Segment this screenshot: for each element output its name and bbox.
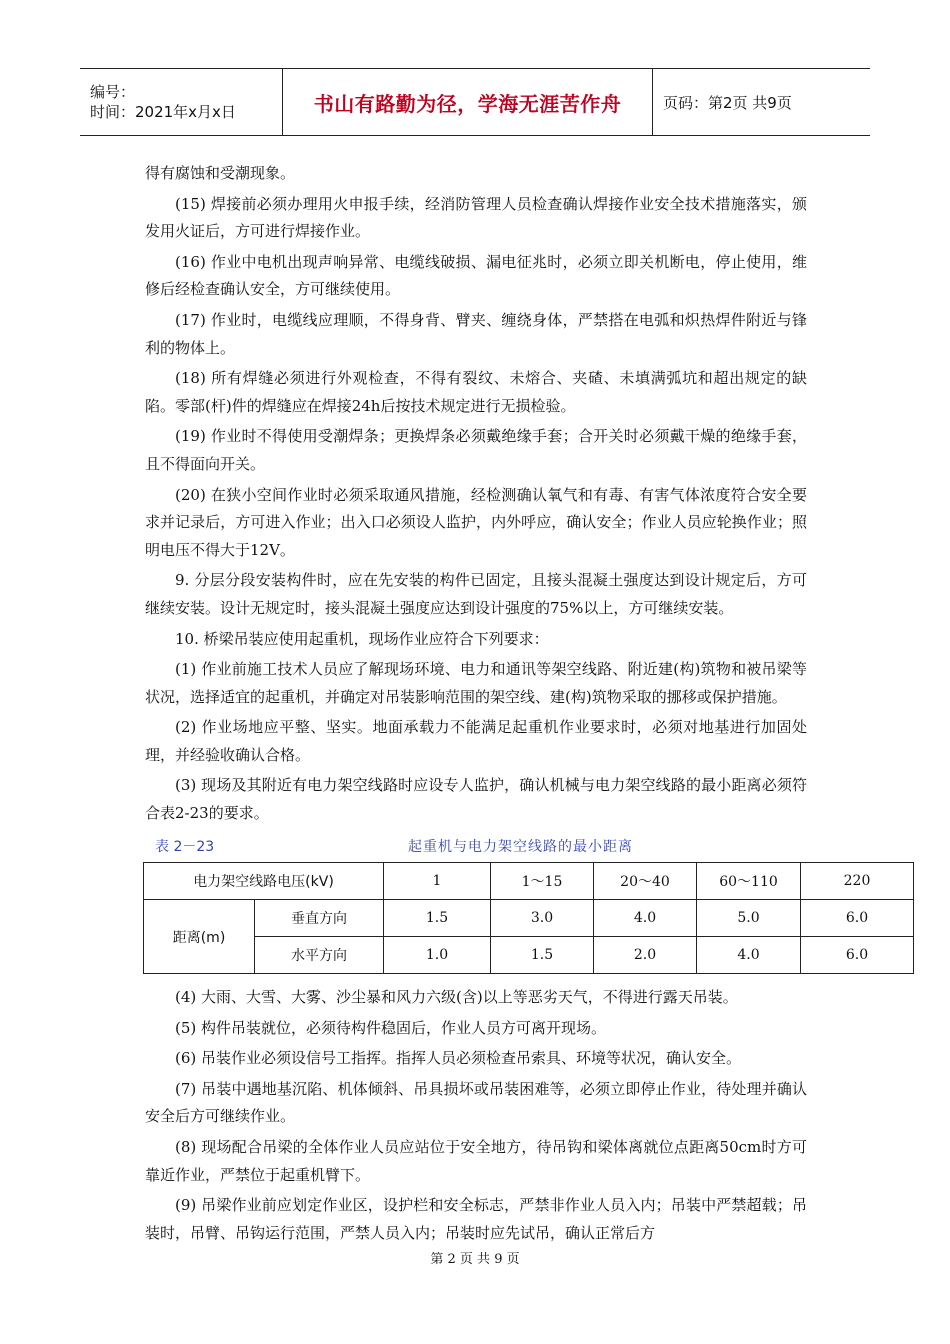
table-cell: 220 [801,863,914,900]
table-title: 起重机与电力架空线路的最小距离 [408,839,633,855]
paragraph: (1) 作业前施工技术人员应了解现场环境、电力和通讯等架空线路、附近建(构)筑物和被吊梁等状况，选择适宜的起重机，并确定对吊装影响范围的架空线、建(构)筑物采取的挪移或保护措施。 [145,660,807,706]
table-number: 表 2－23 [155,839,215,855]
table-cell: 1.5 [491,937,594,974]
table-cell: 4.0 [697,937,801,974]
table-row [144,900,914,937]
paragraph: 10. 桥梁吊装应使用起重机，现场作业应符合下列要求： [175,629,549,648]
table-cell: 60～110 [697,863,801,900]
doc-code-label: 编号： [90,83,136,101]
table-cell: 1.0 [384,937,491,974]
direction-vertical-label: 垂直方向 [255,900,383,937]
header-page-cell [653,69,870,135]
table-cell: 6.0 [801,900,914,937]
paragraph: (4) 大雨、大雪、大雾、沙尘暴和风力六级(含)以上等恶劣天气，不得进行露天吊装。 [175,988,738,1006]
paragraph: (2) 作业场地应平整、坚实。地面承载力不能满足起重机作业要求时，必须对地基进行加固处理，并经验收确认合格。 [145,718,807,764]
table-caption [155,836,775,856]
table-cell: 1 [384,863,491,900]
distance-label-cell [144,900,384,974]
paragraph: (17) 作业时，电缆线应理顺，不得身背、臂夹、缠绕身体，严禁搭在电弧和炽热焊件附近与锋利的物体上。 [145,310,807,357]
page-header [80,68,870,136]
paragraph: (18) 所有焊缝必须进行外观检查，不得有裂纹、未熔合、夹碴、未填满弧坑和超出规定的缺陷。零部(杆)件的焊缝应在焊接24h后按技术规定进行无损检验。 [145,369,807,415]
doc-date-label: 时间：2021年x月x日 [90,103,236,121]
paragraph: 得有腐蚀和受潮现象。 [145,164,296,182]
voltage-header-cell: 电力架空线路电压(kV) [144,863,384,900]
paragraph: (5) 构件吊装就位，必须待构件稳固后，作业人员方可离开现场。 [175,1018,607,1037]
table-cell: 6.0 [801,937,914,974]
paragraph: (19) 作业时不得使用受潮焊条；更换焊条必须戴绝缘手套；合开关时必须戴干燥的绝缘手套，且不得面向开关。 [145,427,807,473]
paragraph: (9) 吊梁作业前应划定作业区，设护栏和安全标志，严禁非作业人员入内；吊装中严禁超载；吊装时，吊臂、吊钩运行范围，严禁人员入内；吊装时应先试吊，确认正常后方 [145,1196,807,1242]
page-footer: 第 2 页 共 9 页 [430,1252,520,1267]
paragraph: (20) 在狭小空间作业时必须采取通风措施，经检测确认氧气和有毒、有害气体浓度符合安全要求并记录后，方可进入作业；出入口必须设人监护，内外呼应，确认安全；作业人员应轮换作业；照明电压不得大于12V。 [145,485,807,559]
table-cell: 2.0 [594,937,697,974]
body-text-top [145,160,807,831]
header-motto: 书山有路勤为径，学海无涯苦作舟 [313,91,622,116]
table-cell: 20～40 [594,863,697,900]
table-cell: 4.0 [594,900,697,937]
table-cell: 1～15 [491,863,594,900]
table-cell: 5.0 [697,900,801,937]
header-page-label: 页码：第2页 共9页 [663,93,792,112]
distance-table [143,862,914,974]
direction-labels [254,900,383,973]
paragraph: (7) 吊装中遇地基沉陷、机体倾斜、吊具损坏或吊装困难等，必须立即停止作业，待处理并确认安全后方可继续作业。 [145,1079,807,1126]
table-cell: 3.0 [491,900,594,937]
header-meta [80,69,283,135]
paragraph: (3) 现场及其附近有电力架空线路时应设专人监护，确认机械与电力架空线路的最小距离必须符合表2-23的要求。 [145,776,807,823]
body-text-bottom [145,984,807,1250]
paragraph: (15) 焊接前必须办理用火申报手续，经消防管理人员检查确认焊接作业安全技术措施落实，颁发用火证后，方可进行焊接作业。 [145,194,807,241]
direction-horizontal-label: 水平方向 [291,948,347,964]
paragraph: (16) 作业中电机出现声响异常、电缆线破损、漏电征兆时，必须立即关机断电，停止使用，维修后经检查确认安全，方可继续使用。 [145,252,807,299]
distance-label: 距离(m) [172,929,226,946]
header-motto-cell [283,69,653,135]
paragraph: 9. 分层分段安装构件时，应在先安装的构件已固定，且接头混凝土强度达到设计规定后，方可继续安装。设计无规定时，接头混凝土强度应达到设计强度的75%以上，方可继续安装。 [145,571,807,617]
table-row [144,863,914,900]
table-cell: 1.5 [384,900,491,937]
paragraph: (6) 吊装作业必须设信号工指挥。指挥人员必须检查吊索具、环境等状况，确认安全。 [175,1049,742,1068]
paragraph: (8) 现场配合吊梁的全体作业人员应站位于安全地方，待吊钩和梁体离就位点距离50cm时方可靠近作业，严禁位于起重机臂下。 [145,1137,807,1184]
